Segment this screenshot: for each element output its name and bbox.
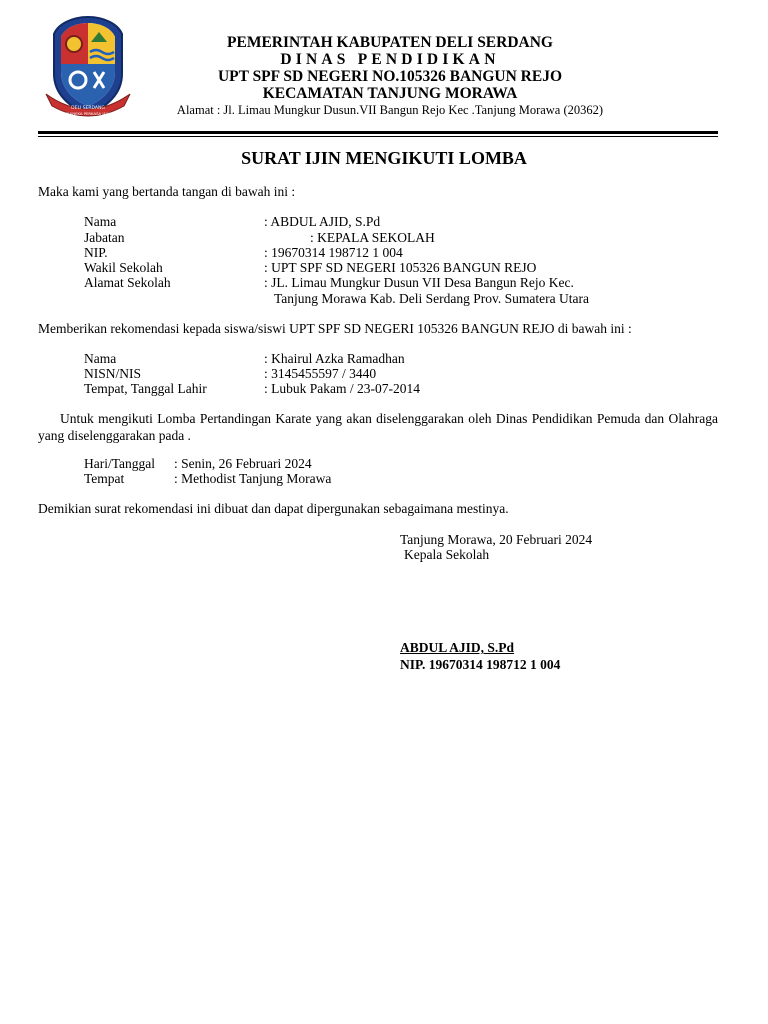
recommendation-text: Memberikan rekomendasi kepada siswa/siswi UPT SPF SD NEGERI 105326 BANGUN REJO di bawah ini : — [38, 321, 632, 336]
deli-serdang-emblem-logo — [42, 14, 134, 120]
letterhead-divider-thick — [38, 131, 718, 134]
signature-name: ABDUL AJID, S.Pd — [400, 640, 515, 655]
event-date-value: : Senin, 26 Februari 2024 — [174, 456, 312, 471]
letterhead-address: Alamat : Jl. Limau Mungkur Dusun.VII Bangun Rejo Kec .Tanjung Morawa (20362) — [176, 103, 604, 117]
student-nisn-value: : 3145455597 / 3440 — [264, 366, 377, 381]
signer-address-value-line1: : JL. Limau Mungkur Dusun VII Desa Bangun Rejo Kec. — [264, 275, 574, 290]
event-date-label: Hari/Tanggal — [84, 456, 156, 471]
event-place-value: : Methodist Tanjung Morawa — [174, 471, 332, 486]
signer-name-label: Nama — [84, 214, 117, 229]
signer-nip-label: NIP. — [84, 245, 108, 260]
signer-nip-value: : 19670314 198712 1 004 — [264, 245, 403, 260]
student-birth-label: Tempat, Tanggal Lahir — [84, 381, 207, 396]
signer-address-value-line2: Tanjung Morawa Kab. Deli Serdang Prov. Sumatera Utara — [274, 291, 589, 306]
logo-text-top: DELI SERDANG — [71, 106, 105, 111]
signer-school-value: : UPT SPF SD NEGERI 105326 BANGUN REJO — [264, 260, 537, 275]
letter-title: SURAT IJIN MENGIKUTI LOMBA — [241, 148, 527, 168]
signer-school-label: Wakil Sekolah — [84, 260, 163, 275]
intro-text: Maka kami yang bertanda tangan di bawah ini : — [38, 184, 296, 199]
signature-position: Kepala Sekolah — [404, 547, 490, 562]
letterhead-district: KECAMATAN TANJUNG MORAWA — [262, 85, 518, 102]
signer-position-value: : KEPALA SEKOLAH — [310, 230, 435, 245]
letterhead-divider-thin — [38, 136, 718, 137]
event-place-label: Tempat — [84, 471, 125, 486]
closing-text: Demikian surat rekomendasi ini dibuat dan dapat dipergunakan sebagaimana mestinya. — [38, 501, 509, 516]
letterhead-government: PEMERINTAH KABUPATEN DELI SERDANG — [227, 34, 553, 51]
purpose-paragraph: Untuk mengikuti Lomba Pertandingan Karate yang akan diselenggarakan oleh Dinas Pendidikan Pemuda dan Olahraga yang diselenggarakan pada . — [38, 411, 718, 443]
student-name-label: Nama — [84, 351, 117, 366]
student-name-value: : Khairul Azka Ramadhan — [264, 351, 405, 366]
logo-text-bottom: BHINEKA PERKASA JAYA — [65, 111, 111, 116]
signer-address-label: Alamat Sekolah — [84, 275, 171, 290]
letterhead-school: UPT SPF SD NEGERI NO.105326 BANGUN REJO — [217, 68, 563, 85]
letterhead-department: DINAS PENDIDIKAN — [280, 51, 500, 68]
signer-position-label: Jabatan — [84, 230, 125, 245]
signer-name-value: : ABDUL AJID, S.Pd — [264, 214, 381, 229]
signature-place-date: Tanjung Morawa, 20 Februari 2024 — [400, 532, 593, 547]
student-birth-value: : Lubuk Pakam / 23-07-2014 — [264, 381, 420, 396]
student-nisn-label: NISN/NIS — [84, 366, 142, 381]
signature-nip: NIP. 19670314 198712 1 004 — [400, 657, 561, 672]
